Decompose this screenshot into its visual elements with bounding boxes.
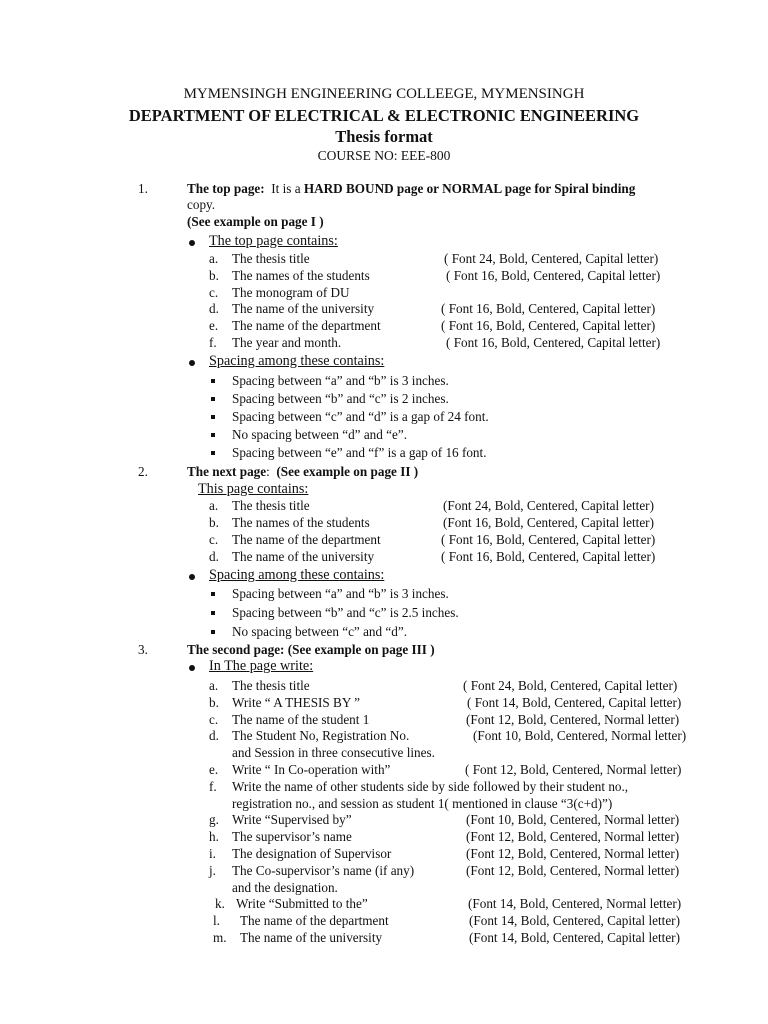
list-item-format: ( Font 16, Bold, Centered, Capital letter): [441, 318, 656, 333]
list-item-format: ( Font 16, Bold, Centered, Capital letter): [446, 335, 661, 350]
list-item-format: ( Font 16, Bold, Centered, Capital letter): [441, 549, 656, 564]
list-item-format: ( Font 16, Bold, Centered, Capital letter): [446, 268, 661, 283]
square-bullet-icon: [211, 397, 215, 401]
section-3-subheading-write: In The page write:: [209, 658, 314, 674]
spacing-rule: Spacing between “e” and “f” is a gap of 16 font.: [232, 445, 487, 460]
list-item-marker: c.: [209, 285, 219, 300]
spacing-rule: Spacing between “b” and “c” is 2.5 inches.: [232, 605, 459, 620]
list-item-text: The Co-supervisor’s name (if any): [232, 863, 415, 878]
list-item-format: (Font 10, Bold, Centered, Normal letter): [466, 812, 680, 827]
list-item-marker: a.: [209, 678, 219, 693]
list-item-text: The name of the university: [232, 549, 375, 564]
list-item-marker: d.: [209, 549, 219, 564]
list-item-text: The thesis title: [232, 251, 310, 266]
list-item-marker: c.: [209, 532, 219, 547]
list-item-text: The name of the university: [232, 301, 375, 316]
list-item-text: The name of the department: [240, 913, 389, 928]
list-item-format: ( Font 16, Bold, Centered, Capital letter): [441, 301, 656, 316]
spacing-rule: No spacing between “d” and “e”.: [232, 427, 408, 442]
list-item-text-continued: registration no., and session as student 1( mentioned in clause “3(c+d)”): [232, 796, 613, 811]
spacing-rule: Spacing between “c” and “d” is a gap of 24 font.: [232, 409, 489, 424]
section-1-intro: It is a: [271, 181, 301, 196]
list-item-text: Write “ In Co-operation with”: [232, 762, 391, 777]
section-1-example: (See example on page I ): [187, 214, 324, 229]
list-item-text: The thesis title: [232, 678, 310, 693]
bullet-icon: [189, 240, 195, 246]
document-title: Thesis format: [335, 127, 433, 146]
list-item-text: Write “Submitted to the”: [236, 896, 368, 911]
square-bullet-icon: [211, 379, 215, 383]
list-item-format: (Font 12, Bold, Centered, Normal letter): [466, 829, 680, 844]
list-item-text: The supervisor’s name: [232, 829, 352, 844]
list-item-marker: i.: [209, 846, 216, 861]
list-item-text: The name of the student 1: [232, 712, 370, 727]
list-item-text: The Student No, Registration No.: [232, 728, 410, 743]
list-item-marker: g.: [209, 812, 219, 827]
list-item-format: ( Font 16, Bold, Centered, Capital letter): [441, 532, 656, 547]
list-item-marker: b.: [209, 695, 219, 710]
list-item-marker: h.: [209, 829, 219, 844]
section-1-rest: HARD BOUND page or NORMAL page for Spiral binding: [303, 181, 636, 196]
department-name: DEPARTMENT OF ELECTRICAL & ELECTRONIC ENGINEERING: [128, 106, 640, 125]
list-item-marker: b.: [209, 268, 219, 283]
list-item-marker: f.: [209, 779, 217, 794]
list-item-text: The year and month.: [232, 335, 342, 350]
list-item-marker: m.: [213, 930, 227, 945]
list-item-text: The monogram of DU: [232, 285, 350, 300]
list-item-format: (Font 10, Bold, Centered, Normal letter): [473, 728, 687, 743]
list-item-text: Write “Supervised by”: [232, 812, 352, 827]
list-item-marker: l.: [213, 913, 220, 928]
bullet-icon: [189, 665, 195, 671]
list-item-text: Write “ A THESIS BY ”: [232, 695, 361, 710]
list-item-marker: a.: [209, 251, 219, 266]
list-item-format: (Font 14, Bold, Centered, Capital letter): [469, 913, 680, 928]
section-3-heading: The second page: (See example on page III ): [187, 642, 435, 657]
list-item-text: The thesis title: [232, 498, 310, 513]
list-item-text: Write the name of other students side by side followed by their student no.,: [232, 779, 629, 794]
spacing-rule: Spacing between “a” and “b” is 3 inches.: [232, 586, 449, 601]
section-2-subheading-contains: This page contains:: [198, 481, 309, 497]
list-item-format: ( Font 14, Bold, Centered, Capital letter): [467, 695, 682, 710]
square-bullet-icon: [211, 433, 215, 437]
list-item-format: (Font 12, Bold, Centered, Normal letter): [466, 846, 680, 861]
section-1-subheading-spacing: Spacing among these contains:: [209, 353, 385, 369]
section-2-subheading-spacing: Spacing among these contains:: [209, 567, 385, 583]
list-item-marker: e.: [209, 762, 219, 777]
section-2-rest: (See example on page II ): [276, 464, 419, 479]
list-item-text: The designation of Supervisor: [232, 846, 392, 861]
list-item-format: ( Font 24, Bold, Centered, Capital letter): [463, 678, 678, 693]
section-2-number: 2.: [138, 464, 148, 479]
bullet-icon: [189, 574, 195, 580]
list-item-marker: d.: [209, 301, 219, 316]
section-1-heading: [187, 181, 635, 197]
list-item-format: (Font 16, Bold, Centered, Capital letter): [443, 515, 654, 530]
list-item-format: (Font 14, Bold, Centered, Capital letter): [469, 930, 680, 945]
course-number: COURSE NO: EEE-800: [317, 148, 451, 163]
list-item-text-continued: and the designation.: [232, 880, 338, 895]
list-item-format: (Font 12, Bold, Centered, Normal letter): [466, 863, 680, 878]
section-1-copy: copy.: [187, 197, 216, 212]
spacing-rule: Spacing between “a” and “b” is 3 inches.: [232, 373, 449, 388]
section-2-heading: [187, 464, 418, 480]
square-bullet-icon: [211, 592, 215, 596]
list-item-marker: a.: [209, 498, 219, 513]
section-1-lead: The top page:: [187, 181, 265, 196]
bullet-icon: [189, 360, 195, 366]
square-bullet-icon: [211, 415, 215, 419]
college-name: MYMENSINGH ENGINEERING COLLEEGE, MYMENSINGH: [183, 86, 585, 102]
list-item-text: The names of the students: [232, 268, 370, 283]
list-item-format: (Font 24, Bold, Centered, Capital letter): [443, 498, 654, 513]
square-bullet-icon: [211, 611, 215, 615]
list-item-format: ( Font 24, Bold, Centered, Capital letter): [444, 251, 659, 266]
list-item-marker: k.: [215, 896, 225, 911]
list-item-marker: e.: [209, 318, 219, 333]
square-bullet-icon: [211, 630, 215, 634]
list-item-text: The name of the department: [232, 532, 381, 547]
list-item-text: The name of the university: [240, 930, 383, 945]
list-item-text: The names of the students: [232, 515, 370, 530]
list-item-marker: d.: [209, 728, 219, 743]
list-item-format: ( Font 12, Bold, Centered, Normal letter): [465, 762, 682, 777]
list-item-marker: j.: [209, 863, 216, 878]
section-1-number: 1.: [138, 181, 148, 196]
list-item-text: The name of the department: [232, 318, 381, 333]
section-2-lead: The next page: [187, 464, 267, 479]
list-item-text-continued: and Session in three consecutive lines.: [232, 745, 435, 760]
spacing-rule: No spacing between “c” and “d”.: [232, 624, 408, 639]
square-bullet-icon: [211, 451, 215, 455]
list-item-marker: c.: [209, 712, 219, 727]
section-2-colon: :: [266, 464, 270, 479]
list-item-marker: b.: [209, 515, 219, 530]
section-3-number: 3.: [138, 642, 148, 657]
list-item-format: (Font 12, Bold, Centered, Normal letter): [466, 712, 680, 727]
list-item-marker: f.: [209, 335, 217, 350]
list-item-format: (Font 14, Bold, Centered, Normal letter): [468, 896, 682, 911]
spacing-rule: Spacing between “b” and “c” is 2 inches.: [232, 391, 449, 406]
section-1-subheading-contains: The top page contains:: [209, 233, 338, 249]
